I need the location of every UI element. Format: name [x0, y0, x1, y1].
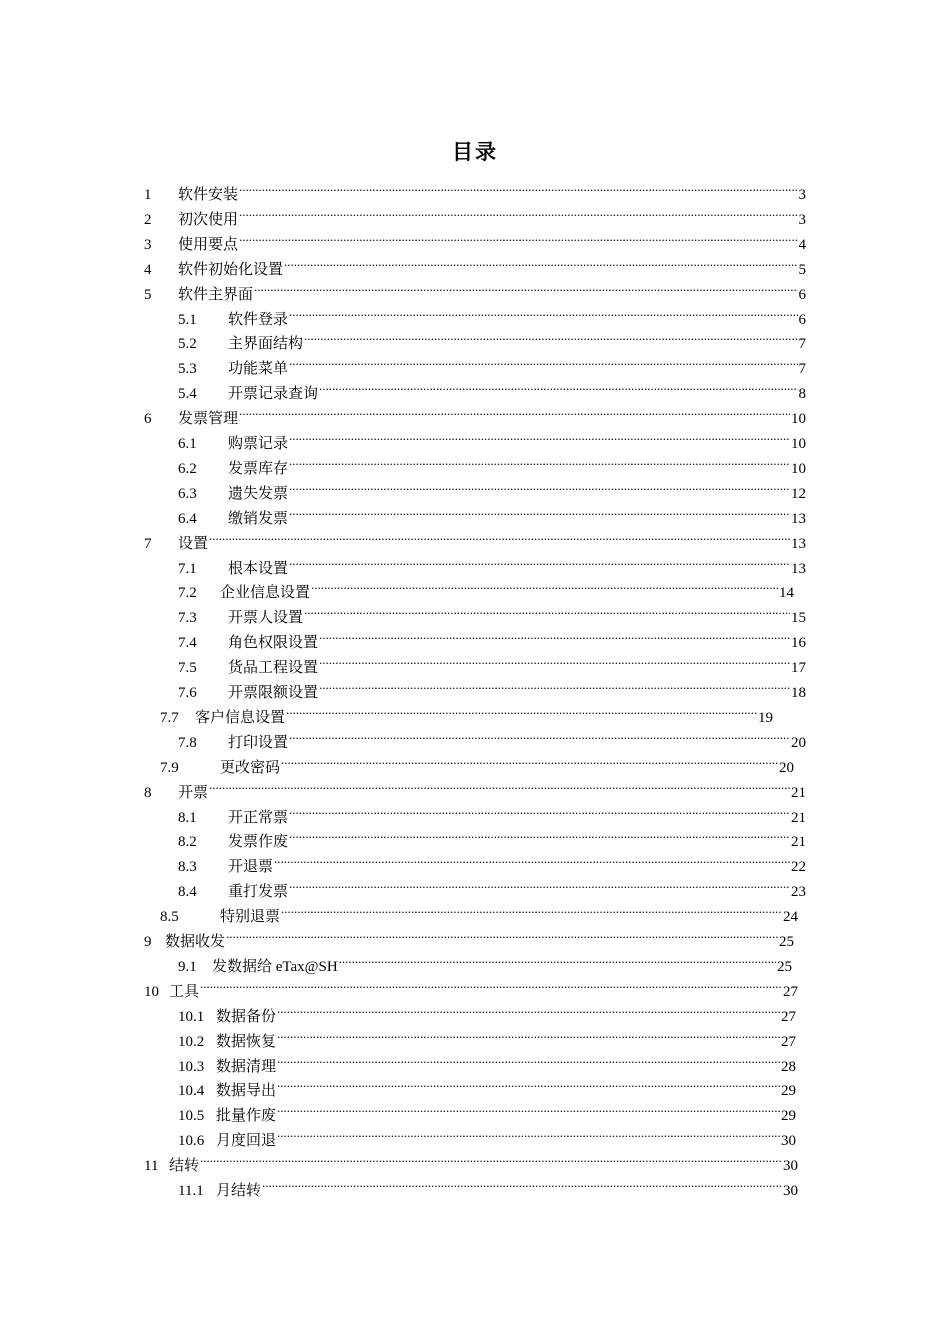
- toc-entry-page: 22: [791, 859, 806, 876]
- dot-leader: [277, 1096, 780, 1120]
- dot-leader: [289, 723, 790, 747]
- toc-entry-number: 8: [144, 784, 152, 801]
- toc-entry-page: 29: [781, 1108, 796, 1125]
- toc-entry-page: 21: [791, 834, 806, 851]
- dot-leader: [304, 324, 797, 348]
- toc-entry[interactable]: [144, 773, 806, 801]
- toc-entry[interactable]: [178, 623, 806, 652]
- toc-entry-page: 8: [798, 386, 806, 403]
- toc-entry[interactable]: [178, 847, 806, 876]
- toc-entry-number: 3: [144, 236, 152, 253]
- dot-leader: [226, 922, 778, 946]
- toc-entry-number: 5.2: [178, 336, 197, 353]
- toc-entry-title: 软件主界面: [178, 286, 254, 303]
- toc-entry-page: 4: [798, 236, 806, 253]
- toc-entry-title: 特别退票: [220, 909, 281, 926]
- toc-entry-page: 7: [798, 336, 806, 353]
- toc-entry-page: 29: [781, 1083, 796, 1100]
- toc-entry-title: 开退票: [228, 859, 274, 876]
- toc-entry[interactable]: [178, 499, 806, 527]
- toc-entry[interactable]: [178, 822, 806, 851]
- dot-leader: [289, 349, 797, 373]
- toc-entry-page: 25: [777, 958, 792, 975]
- toc-entry[interactable]: [144, 972, 798, 1000]
- toc-entry[interactable]: [178, 1047, 796, 1075]
- toc-entry-title: 月度回退: [216, 1133, 277, 1150]
- toc-entry-page: 19: [758, 709, 773, 726]
- toc-entry-number: 5.1: [178, 311, 197, 328]
- toc-entry-title: 发数据给 eTax@SH: [212, 958, 338, 975]
- toc-entry-number: 7.4: [178, 635, 197, 652]
- toc-entry[interactable]: [178, 549, 806, 577]
- toc-entry-title: 软件登录: [228, 311, 289, 328]
- toc-entry[interactable]: [178, 449, 806, 477]
- dot-leader: [254, 275, 797, 299]
- toc-entry[interactable]: [178, 1171, 798, 1199]
- toc-entry-page: 30: [783, 1158, 798, 1175]
- toc-entry-number: 7.1: [178, 560, 197, 577]
- dot-leader: [304, 598, 790, 622]
- toc-entry[interactable]: [178, 723, 806, 751]
- toc-entry-number: 7.5: [178, 660, 197, 677]
- dot-leader: [289, 499, 790, 523]
- toc-entry-page: 18: [791, 685, 806, 701]
- toc-entry-page: 7: [798, 361, 806, 378]
- toc-entry-title: 开票限额设置: [228, 685, 319, 701]
- toc-entry-page: 6: [798, 286, 806, 303]
- toc-entry[interactable]: [178, 573, 794, 602]
- toc-entry-page: 6: [798, 311, 806, 328]
- toc-entry-title: 软件初始化设置: [178, 261, 284, 278]
- dot-leader: [289, 549, 790, 573]
- dot-leader: [289, 798, 790, 822]
- toc-entry-number: 4: [144, 261, 152, 278]
- toc-entry-page: 10: [791, 460, 806, 477]
- toc-entry-title: 设置: [178, 535, 209, 552]
- toc-entry-title: 数据恢复: [216, 1033, 277, 1050]
- toc-entry-number: 8.1: [178, 809, 197, 826]
- toc-entry[interactable]: [178, 1121, 796, 1150]
- toc-entry-title: 数据收发: [165, 934, 226, 950]
- dot-leader: [319, 673, 790, 697]
- dot-leader: [277, 1022, 780, 1046]
- toc-entry-number: 7: [144, 535, 152, 552]
- toc-entry-page: 12: [791, 485, 806, 502]
- toc-entry-number: 11.1: [178, 1183, 204, 1199]
- dot-leader: [239, 175, 797, 199]
- toc-entry-page: 14: [779, 585, 794, 602]
- toc-entry-title: 开票: [178, 784, 209, 801]
- toc-entry-title: 主界面结构: [228, 336, 304, 353]
- toc-entry[interactable]: [178, 997, 796, 1025]
- toc-entry[interactable]: [144, 200, 806, 228]
- dot-leader: [277, 1071, 780, 1095]
- toc-entry-title: 使用要点: [178, 236, 239, 253]
- toc-entry-title: 遗失发票: [228, 485, 289, 502]
- toc-entry[interactable]: [144, 1146, 798, 1175]
- toc-entry-number: 7.3: [178, 610, 197, 627]
- toc-entry[interactable]: [160, 748, 794, 776]
- toc-entry-title: 数据备份: [216, 1008, 277, 1025]
- toc-entry-number: 5.3: [178, 361, 197, 378]
- toc-entry-page: 27: [781, 1008, 796, 1025]
- dot-leader: [200, 972, 782, 996]
- toc-entry-number: 2: [144, 211, 152, 228]
- toc-entry-title: 数据导出: [216, 1083, 277, 1100]
- toc-entry-page: 30: [781, 1133, 796, 1150]
- dot-leader: [239, 399, 790, 423]
- toc-entry-number: 6.2: [178, 460, 197, 477]
- toc-entry-number: 8.3: [178, 859, 197, 876]
- toc-entry-title: 批量作废: [216, 1108, 277, 1125]
- dot-leader: [311, 573, 778, 597]
- toc-entry-title: 月结转: [216, 1183, 262, 1199]
- toc-entry-title: 结转: [169, 1158, 200, 1175]
- dot-leader: [289, 300, 797, 324]
- toc-entry[interactable]: [178, 300, 806, 328]
- toc-entry-page: 17: [791, 660, 806, 677]
- toc-entry-number: 7.9: [160, 759, 179, 776]
- dot-leader: [200, 1146, 782, 1170]
- dot-leader: [319, 623, 790, 647]
- toc-entry-number: 10.3: [178, 1058, 205, 1075]
- dot-leader: [319, 648, 790, 672]
- toc-entry-number: 1: [144, 187, 152, 203]
- toc-entry-title: 发票库存: [228, 460, 289, 477]
- dot-leader: [209, 524, 790, 548]
- toc-entry[interactable]: [178, 598, 806, 627]
- toc-entry[interactable]: [178, 648, 806, 677]
- toc-entry[interactable]: [178, 1071, 796, 1100]
- toc-entry[interactable]: [160, 897, 798, 926]
- toc-entry-title: 数据清理: [216, 1058, 277, 1075]
- toc-entry-number: 5.4: [178, 386, 197, 403]
- toc-entry-title: 发票作废: [228, 834, 289, 851]
- toc-entry-number: 8.4: [178, 884, 197, 901]
- toc-entry-title: 打印设置: [228, 734, 289, 751]
- toc-entry[interactable]: [178, 872, 806, 901]
- toc-entry[interactable]: [160, 698, 773, 726]
- toc-entry[interactable]: [178, 1022, 796, 1050]
- toc-entry-number: 7.2: [178, 585, 197, 602]
- toc-entry-number: 10.6: [178, 1133, 205, 1150]
- toc-entry-page: 10: [791, 411, 806, 428]
- dot-leader: [289, 872, 790, 896]
- toc-entry-page: 16: [791, 635, 806, 652]
- toc-entry-number: 10.5: [178, 1108, 205, 1125]
- toc-entry-title: 根本设置: [228, 560, 289, 577]
- toc-entry-number: 7.8: [178, 734, 197, 751]
- toc-entry-page: 13: [791, 535, 806, 552]
- toc-entry-number: 7.7: [160, 709, 179, 726]
- toc-entry-number: 6.3: [178, 485, 197, 502]
- toc-entry-number: 10: [144, 983, 159, 1000]
- toc-entry[interactable]: [178, 349, 806, 378]
- toc-entry-title: 角色权限设置: [228, 635, 319, 652]
- toc-entry-number: 8.2: [178, 834, 197, 851]
- toc-entry-title: 初次使用: [178, 211, 239, 228]
- toc-entry-title: 缴销发票: [228, 510, 289, 527]
- toc-entry-number: 9: [144, 934, 152, 950]
- dot-leader: [281, 897, 782, 921]
- toc-entry[interactable]: [178, 947, 792, 975]
- toc-entry-title: 开票记录查询: [228, 386, 319, 403]
- toc-entry-title: 开正常票: [228, 809, 289, 826]
- toc-entry[interactable]: [144, 250, 806, 278]
- toc-entry-page: 21: [791, 809, 806, 826]
- toc-entry-number: 11: [144, 1158, 159, 1175]
- toc-entry-page: 30: [783, 1183, 798, 1199]
- toc-entry-page: 10: [791, 436, 806, 452]
- toc-entry-page: 27: [783, 983, 798, 1000]
- toc-entry-title: 购票记录: [228, 436, 289, 452]
- toc-entry-number: 9.1: [178, 958, 197, 975]
- toc-entry-page: 13: [791, 560, 806, 577]
- dot-leader: [289, 449, 790, 473]
- toc-entry[interactable]: [178, 673, 806, 701]
- toc-entry-title: 功能菜单: [228, 361, 289, 378]
- toc-entry-page: 25: [779, 934, 794, 950]
- dot-leader: [277, 1047, 780, 1071]
- toc-entry[interactable]: [144, 225, 806, 253]
- dot-leader: [289, 822, 790, 846]
- toc-entry[interactable]: [144, 175, 806, 203]
- dot-leader: [277, 1121, 780, 1145]
- toc-entry-number: 10.2: [178, 1033, 205, 1050]
- toc-entry-page: 3: [798, 187, 806, 203]
- toc-entry-title: 软件安装: [178, 187, 239, 203]
- toc-entry-page: 27: [781, 1033, 796, 1050]
- dot-leader: [319, 374, 797, 398]
- toc-entry[interactable]: [144, 524, 806, 552]
- dot-leader: [262, 1171, 782, 1195]
- dot-leader: [289, 424, 790, 448]
- toc-entry-page: 21: [791, 784, 806, 801]
- dot-leader: [289, 474, 790, 498]
- toc-entry[interactable]: [144, 275, 806, 303]
- toc-entry-number: 6.4: [178, 510, 197, 527]
- toc-entry-page: 15: [791, 610, 806, 627]
- dot-leader: [277, 997, 780, 1021]
- toc-entry-number: 7.6: [178, 685, 197, 701]
- dot-leader: [281, 748, 778, 772]
- toc-entry-title: 客户信息设置: [195, 709, 286, 726]
- toc-entry-page: 13: [791, 510, 806, 527]
- toc-entry-number: 8.5: [160, 909, 179, 926]
- toc-entry[interactable]: [144, 922, 794, 950]
- toc-entry[interactable]: [178, 474, 806, 502]
- toc-entry-number: 6: [144, 411, 152, 428]
- dot-leader: [239, 200, 797, 224]
- dot-leader: [339, 947, 776, 971]
- dot-leader: [286, 698, 757, 722]
- toc-entry-title: 更改密码: [220, 759, 281, 776]
- toc-entry-page: 28: [781, 1058, 796, 1075]
- dot-leader: [274, 847, 790, 871]
- toc-entry[interactable]: [178, 424, 806, 452]
- toc-entry-page: 20: [779, 759, 794, 776]
- dot-leader: [284, 250, 797, 274]
- toc-entry-number: 10.4: [178, 1083, 205, 1100]
- toc-entry-page: 23: [791, 884, 806, 901]
- dot-leader: [209, 773, 790, 797]
- toc-entry-title: 重打发票: [228, 884, 289, 901]
- toc-entry-page: 5: [798, 261, 806, 278]
- toc-entry-page: 20: [791, 734, 806, 751]
- toc-entry[interactable]: [178, 798, 806, 826]
- toc-entry-title: 工具: [169, 983, 200, 1000]
- toc-entry-number: 5: [144, 286, 152, 303]
- toc-entry-number: 10.1: [178, 1008, 205, 1025]
- toc-entry[interactable]: [178, 374, 806, 403]
- page-title: 目录: [452, 140, 498, 164]
- dot-leader: [239, 225, 797, 249]
- toc-entry-title: 企业信息设置: [220, 585, 311, 602]
- toc-entry-title: 货品工程设置: [228, 660, 319, 677]
- toc-entry[interactable]: [178, 324, 806, 353]
- toc-entry[interactable]: [178, 1096, 796, 1125]
- toc-entry-page: 24: [783, 909, 798, 926]
- toc-entry-number: 6.1: [178, 436, 197, 452]
- toc-entry[interactable]: [144, 399, 806, 428]
- toc-entry-title: 开票人设置: [228, 610, 304, 627]
- toc-entry-page: 3: [798, 211, 806, 228]
- toc-entry-title: 发票管理: [178, 411, 239, 428]
